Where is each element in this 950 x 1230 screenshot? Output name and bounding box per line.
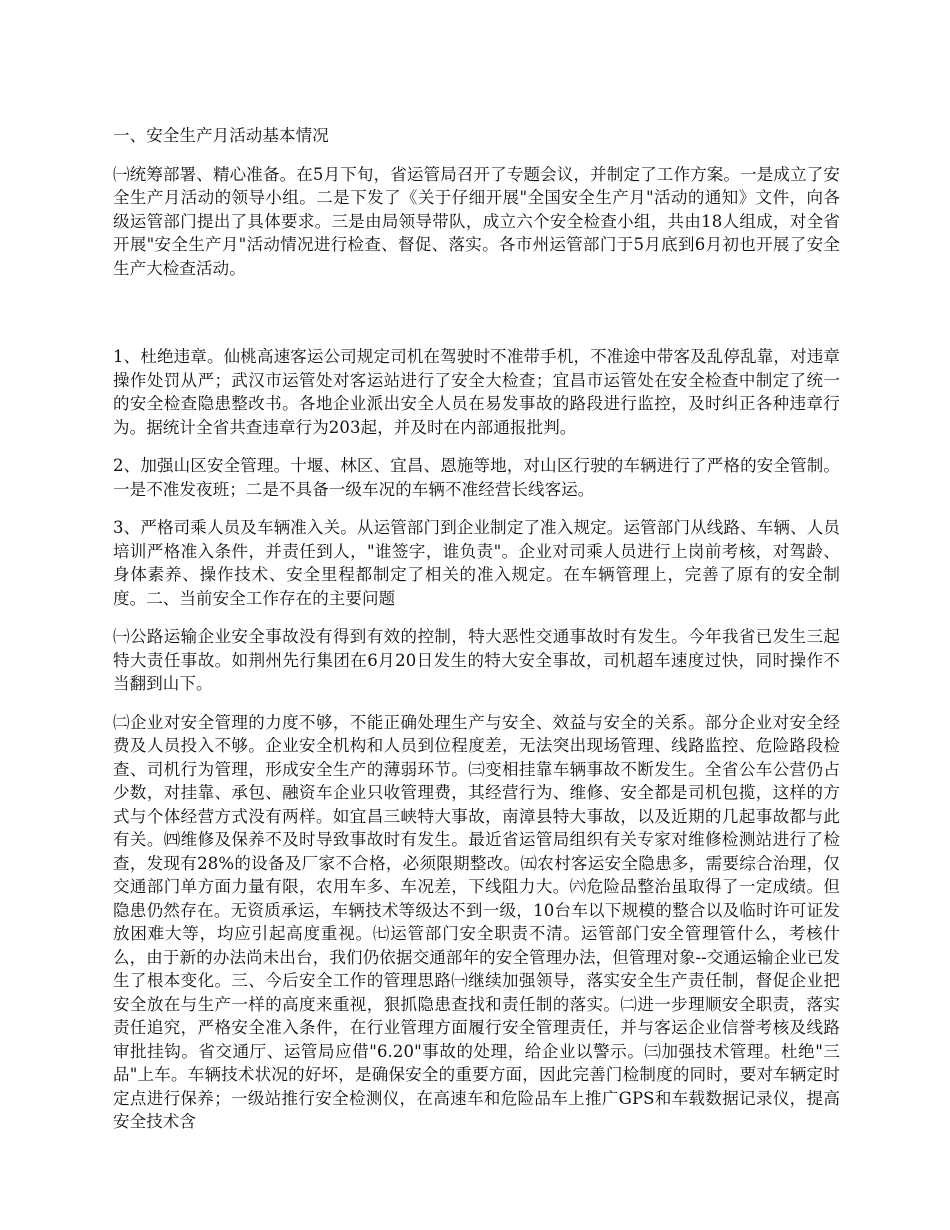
paragraph-entry-control: 3、严格司乘人员及车辆准入关。从运管部门到企业制定了准入规定。运管部门从线路、车辆、人员培训严格准入条件，并责任到人，"谁签字，谁负责"。企业对司乘人员进行上岗前考核，对驾龄、身体素养、操作技术、安全里程都制定了相关的准入规定。在车辆管理上，完善了原有的安全制度。二、当前安全工作存在的主要问题 (113, 518, 840, 608)
section-heading: 一、安全生产月活动基本情况 (113, 126, 329, 145)
paragraph-preparation: ㈠统筹部署、精心准备。在5月下旬，省运管局召开了专题会议，并制定了工作方案。一是成立了安全生产月活动的领导小组。二是下发了《关于仔细开展"全国安全生产月"活动的通知》文件，向各级运管部门提出了具体要求。三是由局领导带队，成立六个安全检查小组，共由18人组成，对全省开展"安全生产月"活动情况进行检查、督促、落实。各市州运管部门于5月底到6月初也开展了安全生产大检查活动。 (113, 164, 840, 278)
paragraph-accidents: ㈠公路运输企业安全事故没有得到有效的控制，特大恶性交通事故时有发生。今年我省已发生三起特大责任事故。如荆州先行集团在6月20日发生的特大安全事故，司机超车速度过快，同时操作不当翻到山下。 (113, 627, 840, 693)
paragraph-mountain-safety: 2、加强山区安全管理。十堰、林区、宜昌、恩施等地，对山区行驶的车辆进行了严格的安全管制。一是不准发夜班；二是不具备一级车况的车辆不准经营长线客运。 (113, 456, 840, 499)
paragraph-violations: 1、杜绝违章。仙桃高速客运公司规定司机在驾驶时不准带手机，不准途中带客及乱停乱靠，对违章操作处罚从严；武汉市运管处对客运站进行了安全大检查；宜昌市运管处在安全检查中制定了统一的安全检查隐患整改书。各地企业派出安全人员在易发事故的路段进行监控，及时纠正各种违章行为。据统计全省共查违章行为203起，并及时在内部通报批判。 (113, 347, 840, 437)
paragraph-management-issues: ㈡企业对安全管理的力度不够，不能正确处理生产与安全、效益与安全的关系。部分企业对安全经费及人员投入不够。企业安全机构和人员到位程度差，无法突出现场管理、线路监控、危险路段检查、司机行为管理，形成安全生产的薄弱环节。㈢变相挂靠车辆事故不断发生。全省公车公营仍占少数，对挂靠、承包、融资车企业只收管理费，其经营行为、维修、安全都是司机包揽，这样的方式与个体经营方式没有两样。如宜昌三峡特大事故，南漳县特大事故，以及近期的几起事故都与此有关。㈣维修及保养不及时导致事故时有发生。最近省运管局组织有关专家对维修检测站进行了检查，发现有28%的设备及厂家不合格，必须限期整改。㈤农村客运安全隐患多，需要综合治理，仅交通部门单方面力量有限，农用车多、车况差，下线阻力大。㈥危险品整治虽取得了一定成绩。但隐患仍然存在。无资质承运，车辆技术等级达不到一级，10台车以下规模的整合以及临时许可证发放困难大等，均应引起高度重视。㈦运管部门安全职责不清。运管部门安全管理管什么，考核什么，由于新的办法尚未出台，我们仍依据交通部年的安全管理办法，但管理对象--交通运输企业已发生了根本变化。三、今后安全工作的管理思路㈠继续加强领导，落实安全生产责任制，督促企业把安全放在与生产一样的高度来重视，狠抓隐患查找和责任制的落实。㈡进一步理顺安全职责，落实责任追究，严格安全准入条件，在行业管理方面履行安全管理责任，并与客运企业信誉考核及线路审批挂钩。省交通厅、运管局应借"6.20"事故的处理，给企业以警示。㈢加强技术管理。杜绝"三品"上车。车辆技术状况的好坏，是确保安全的重要方面，因此完善门检制度的同时，要对车辆定时定点进行保养；一级站推行安全检测仪，在高速车和危险品车上推广GPS和车载数据记录仪，提高安全技术含 (113, 712, 840, 1131)
